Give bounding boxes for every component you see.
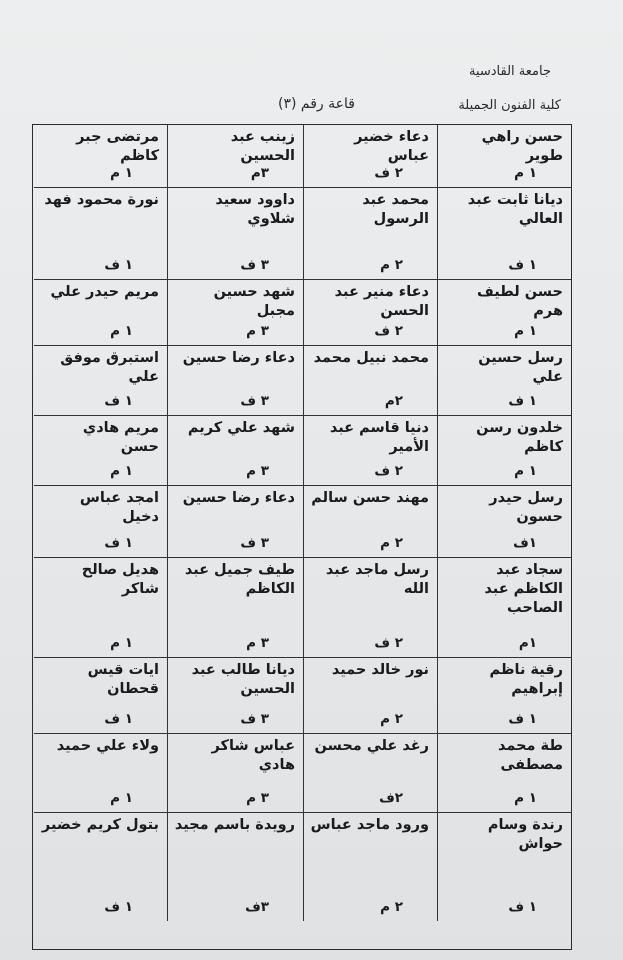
hall-number: قاعة رقم (٣) [278,96,355,112]
student-name: ولاء علي حميد [56,738,159,754]
stage-code: ٢ ف [374,635,403,651]
student-name: شهد علي كريم [187,420,295,436]
student-name: هديل صالح شاكر [81,562,159,597]
student-name: نور خالد حميد [331,662,429,678]
table-cell [303,346,437,416]
stage-code: ١ ف [104,535,133,551]
table-cell [437,125,571,188]
stage-code: ٢ م [380,711,403,727]
table-cell [167,188,303,280]
stage-code: ١ م [110,323,133,339]
student-name: دعاء رضا حسين [182,490,295,506]
stage-code: ٣ م [246,635,269,651]
student-name: رندة وسام حواش [487,817,563,852]
table-cell [34,558,167,658]
table-cell [167,734,303,813]
student-name: رسل حيدر حسون [489,490,563,525]
table-cell [303,416,437,486]
table-cell [437,658,571,734]
stage-code: ٣ ف [240,711,269,727]
stage-code: ١ م [514,790,537,806]
table-cell [437,346,571,416]
table-cell [34,486,167,558]
student-name: عباس شاكر هادي [211,738,295,773]
stage-code: ١ ف [104,393,133,409]
table-cell [34,734,167,813]
stage-code: ٢م [384,393,403,409]
stage-code: ١ م [514,165,537,181]
table-cell [303,486,437,558]
table-cell [437,813,571,921]
stage-code: ١ ف [508,711,537,727]
stage-code: ٢ م [380,535,403,551]
student-name: مريم حيدر علي [50,284,159,300]
student-name: دعاء منير عبد الحسن [334,284,429,319]
student-name: مرتضى جبر كاظم [76,129,159,164]
student-name: حسن لطيف هرم [476,284,563,319]
stage-code: ٢ ف [374,463,403,479]
student-name: داوود سعيد شلاوي [215,192,295,227]
stage-code: ٣م [250,165,269,181]
student-name: حسن راهي طوير [481,129,563,164]
student-name: بتول كريم خضير [41,817,159,833]
stage-code: ١ ف [508,899,537,915]
table-cell [167,125,303,188]
stage-code: ١ م [514,323,537,339]
table-cell [34,346,167,416]
student-name: رسل ماجد عبد الله [325,562,429,597]
university-name: جامعة القادسية [468,64,551,79]
student-name: محمد عبد الرسول [362,192,429,227]
college-name: كلية الفنون الجميلة [458,98,561,113]
student-name: سجاد عبد الكاظم عبد الصاحب [484,562,563,616]
table-cell [437,558,571,658]
table-cell [303,658,437,734]
student-name: ايات قيس قحطان [87,662,159,697]
student-name: ديانا ثابت عبد العالي [467,192,563,227]
student-name: محمد نبيل محمد [313,350,429,366]
student-name: زينب عبد الحسين [230,129,295,164]
seating-table [32,124,572,950]
student-name: شهد حسين مجبل [213,284,295,319]
table-cell [34,658,167,734]
table-cell [167,658,303,734]
student-name: ورود ماجد عباس [310,817,429,833]
stage-code: ١م [518,635,537,651]
stage-code: ١ م [514,463,537,479]
student-name: طيف جميل عبد الكاظم [184,562,295,597]
student-name: ديانا طالب عبد الحسين [191,662,295,697]
stage-code: ٣ م [246,323,269,339]
table-cell [437,188,571,280]
table-cell [34,125,167,188]
student-name: رقية ناظم إبراهيم [489,662,563,697]
student-name: مهند حسن سالم [311,490,429,506]
stage-code: ٢ ف [374,165,403,181]
table-cell [167,486,303,558]
stage-code: ١ ف [104,257,133,273]
student-name: استبرق موفق علي [60,350,159,385]
stage-code: ٢ م [380,257,403,273]
student-name: امجد عباس دخيل [79,490,159,525]
student-name: رويدة باسم مجيد [174,817,295,833]
stage-code: ١ م [110,165,133,181]
stage-code: ٣ ف [240,535,269,551]
table-cell [167,813,303,921]
stage-code: ٣ ف [240,393,269,409]
stage-code: ٢ف [379,790,403,806]
table-cell [34,280,167,346]
stage-code: ٢ م [380,899,403,915]
table-cell [34,416,167,486]
stage-code: ١ ف [508,393,537,409]
stage-code: ١ف [513,535,537,551]
student-name: رسل حسين علي [478,350,563,385]
table-cell [437,280,571,346]
stage-code: ١ م [110,790,133,806]
table-cell [303,280,437,346]
table-cell [167,558,303,658]
student-name: مريم هادي حسن [82,420,159,455]
table-cell [167,280,303,346]
table-cell [167,346,303,416]
table-cell [303,188,437,280]
stage-code: ٣ م [246,463,269,479]
table-cell [34,188,167,280]
student-name: خلدون رسن كاظم [476,420,563,455]
table-cell [303,734,437,813]
stage-code: ٣ف [245,899,269,915]
table-cell [437,734,571,813]
student-name: دنيا قاسم عبد الأمير [329,420,429,455]
stage-code: ١ م [110,463,133,479]
stage-code: ٣ م [246,790,269,806]
stage-code: ٣ ف [240,257,269,273]
student-name: دعاء رضا حسين [182,350,295,366]
student-name: دعاء خضير عباس [354,129,429,164]
stage-code: ١ ف [104,899,133,915]
student-name: نورة محمود فهد [44,192,159,208]
table-cell [437,416,571,486]
student-name: رغد علي محسن [314,738,429,754]
table-cell [167,416,303,486]
table-cell [303,813,437,921]
table-cell [303,558,437,658]
student-name: طة محمد مصطفى [497,738,563,773]
stage-code: ١ ف [508,257,537,273]
stage-code: ٢ ف [374,323,403,339]
stage-code: ١ م [110,635,133,651]
table-cell [34,813,167,921]
table-cell [437,486,571,558]
stage-code: ١ ف [104,711,133,727]
table-cell [303,125,437,188]
